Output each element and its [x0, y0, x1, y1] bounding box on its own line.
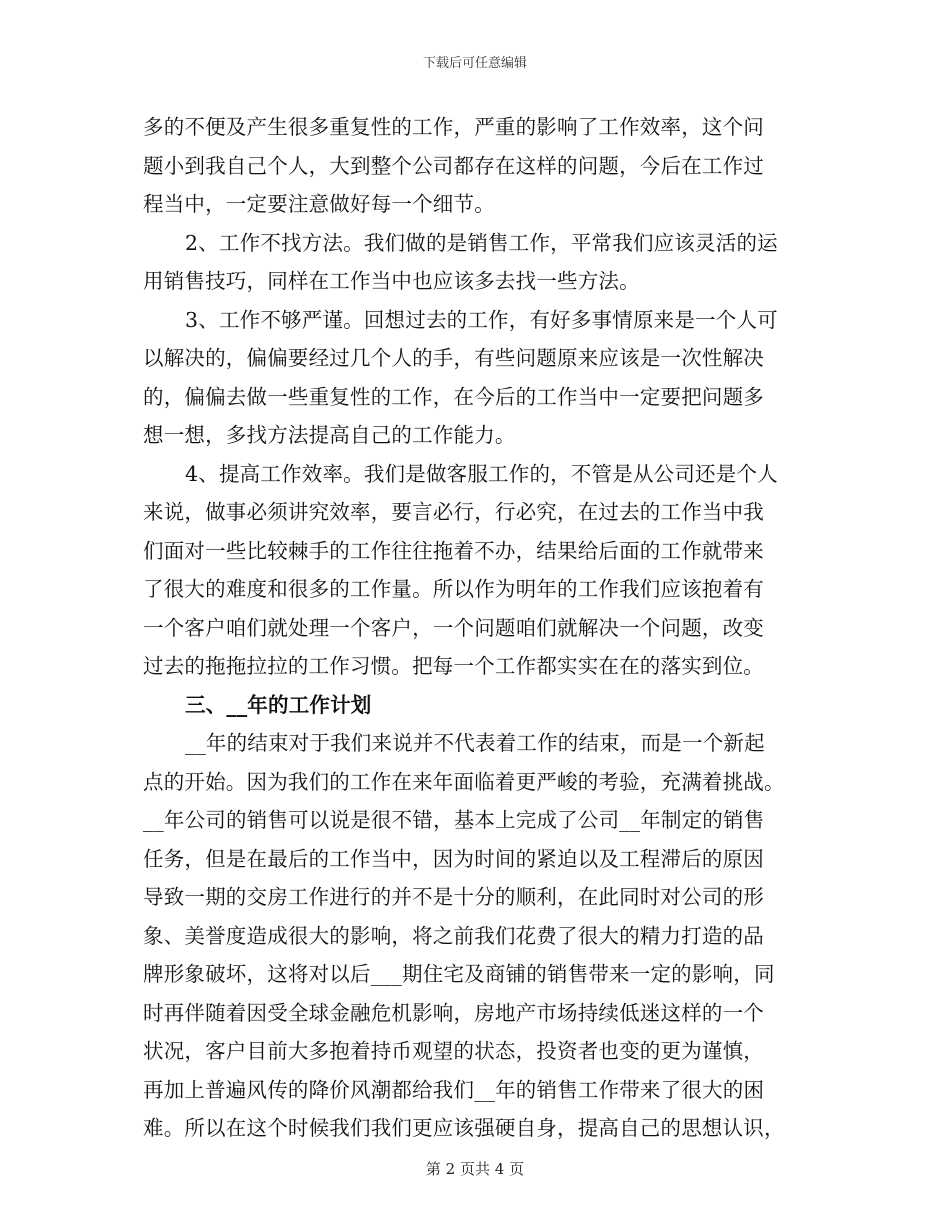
body-line: 状况，客户目前大多抱着持币观望的状态，投资者也变的更为谨慎，: [143, 1039, 764, 1063]
body-line: 想一想，多找方法提高自己的工作能力。: [143, 423, 516, 447]
body-line: 用销售技巧，同样在工作当中也应该多去找一些方法。: [143, 269, 640, 293]
paragraph-item-3: 3、工作不够严谨。回想过去的工作，有好多事情原来是一个人可: [185, 307, 778, 332]
body-line: 再加上普遍风传的降价风潮都给我们__年的销售工作带来了很大的困: [143, 1077, 765, 1102]
body-line: 时再伴随着因受全球金融危机影响，房地产市场持续低迷这样的一个: [143, 1000, 764, 1025]
body-line: 一个客户咱们就处理一个客户，一个问题咱们就解决一个问题，改变: [143, 615, 764, 640]
paragraph-start: __年的结束对于我们来说并不代表着工作的结束，而是一个新起: [185, 731, 765, 755]
body-line: 难。所以在这个时候我们我们更应该强硬自身，提高自己的思想认识，: [143, 1116, 785, 1140]
body-line: 象、美誉度造成很大的影响，将之前我们花费了很大的精力打造的品: [143, 923, 764, 948]
section-heading: 三、__年的工作计划: [185, 692, 372, 717]
body-line: 多的不便及产生很多重复性的工作，严重的影响了工作效率，这个问: [143, 115, 764, 139]
body-line: 牌形象破坏，这将对以后___期住宅及商铺的销售带来一定的影响，同: [143, 962, 775, 986]
body-line: 了很大的难度和很多的工作量。所以作为明年的工作我们应该抱着有: [143, 577, 764, 601]
body-line: 程当中，一定要注意做好每一个细节。: [143, 192, 495, 216]
body-line: __年公司的销售可以说是很不错，基本上完成了公司__年制定的销售: [143, 808, 765, 832]
body-line: 的，偏偏去做一些重复性的工作，在今后的工作当中一定要把问题多: [143, 384, 764, 409]
body-line: 任务，但是在最后的工作当中，因为时间的紧迫以及工程滞后的原因: [143, 846, 764, 871]
body-line: 们面对一些比较棘手的工作往往拖着不办，结果给后面的工作就带来: [143, 538, 764, 563]
page-header: 下载后可任意编辑: [422, 56, 527, 71]
body-line: 题小到我自己个人，大到整个公司都存在这样的问题，今后在工作过: [143, 153, 764, 178]
paragraph-item-2: 2、工作不找方法。我们做的是销售工作，平常我们应该灵活的运: [185, 230, 778, 255]
body-line: 点的开始。因为我们的工作在来年面临着更严峻的考验，充满着挑战。: [143, 769, 785, 794]
body-line: 导致一期的交房工作进行的并不是十分的顺利，在此同时对公司的形: [143, 885, 764, 909]
document-body: [143, 108, 808, 1148]
body-line: 以解决的，偏偏要经过几个人的手，有些问题原来应该是一次性解决: [143, 346, 764, 370]
body-line: 来说，做事必须讲究效率，要言必行，行必究，在过去的工作当中我: [143, 500, 764, 524]
page-number-footer: 第 2 页共 4 页: [425, 1160, 525, 1178]
body-line: 过去的拖拖拉拉的工作习惯。把每一个工作都实实在在的落实到位。: [143, 654, 764, 678]
paragraph-item-4: 4、提高工作效率。我们是做客服工作的，不管是从公司还是个人: [185, 461, 778, 486]
